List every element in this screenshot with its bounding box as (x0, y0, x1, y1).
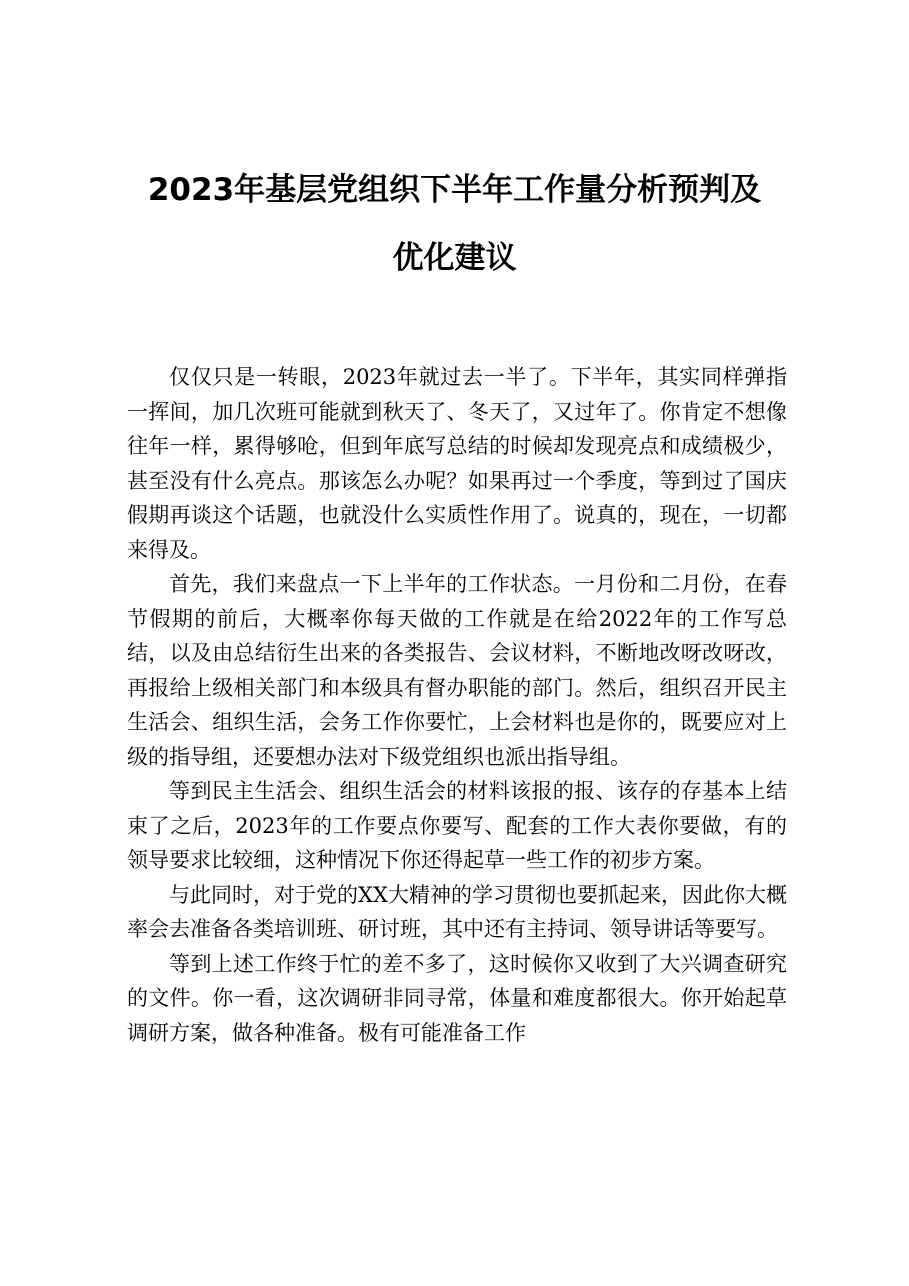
paragraph: 仅仅只是一转眼，2023年就过去一半了。下半年，其实同样弹指一挥间，加几次班可能就到秋天了、冬天了，又过年了。你肯定不想像往年一样，累得够呛，但到年底写总结的时候却发现亮点和成绩极少，甚至没有什么亮点。那该怎么办呢？如果再过一个季度，等到过了国庆假期再谈这个话题，也就没什么实质性作用了。说真的，现在，一切都来得及。 (127, 365, 787, 562)
document-title-line-1: 2023年基层党组织下半年工作量分析预判及 (147, 172, 762, 208)
paragraph: 与此同时，对于党的XX大精神的学习贯彻也要抓起来，因此你大概率会去准备各类培训班、研讨班，其中还有主持词、领导讲话等要写。 (127, 882, 787, 941)
paragraph: 等到上述工作终于忙的差不多了，这时候你又收到了大兴调查研究的文件。你一看，这次调研非同寻常，体量和难度都很大。你开始起草调研方案，做各种准备。极有可能准备工作 (127, 951, 787, 1045)
paragraph: 首先，我们来盘点一下上半年的工作状态。一月份和二月份，在春节假期的前后，大概率你每天做的工作就是在给2022年的工作写总结，以及由总结衍生出来的各类报告、会议材料，不断地改呀改呀改，再报给上级相关部门和本级具有督办职能的部门。然后，组织召开民主生活会、组织生活，会务工作你要忙，上会材料也是你的，既要应对上级的指导组，还要想办法对下级党组织也派出指导组。 (127, 572, 787, 769)
document-title-line-2: 优化建议 (392, 240, 517, 276)
document-body (127, 360, 787, 1050)
paragraph: 等到民主生活会、组织生活会的材料该报的报、该存的存基本上结束了之后，2023年的工作要点你要写、配套的工作大表你要做，有的领导要求比较细，这种情况下你还得起草一些工作的初步方案。 (127, 779, 787, 872)
